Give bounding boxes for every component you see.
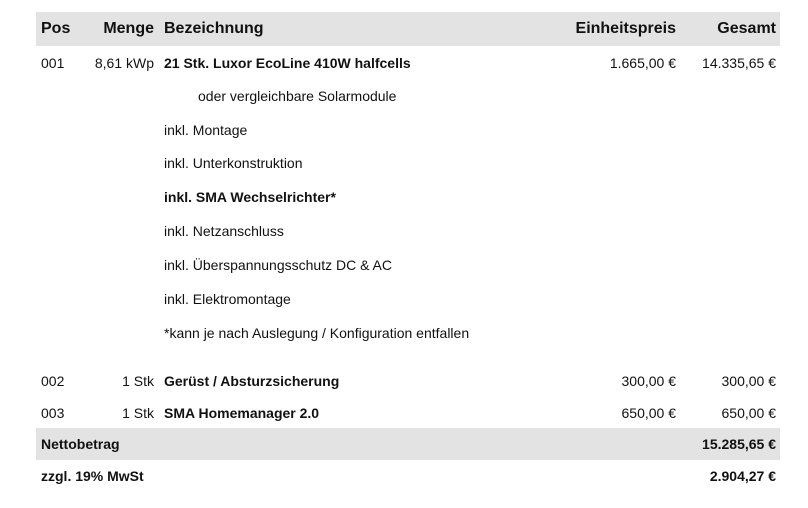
item-detail-text: inkl. Netzanschluss [164, 223, 284, 239]
item-detail-text: inkl. Überspannungsschutz DC & AC [164, 257, 392, 273]
item-menge: 8,61 kWp [94, 55, 154, 71]
item-detail-line [36, 214, 780, 248]
header-gesamt: Gesamt [717, 20, 776, 37]
header-einheitspreis: Einheitspreis [575, 20, 676, 37]
item-title: 21 Stk. Luxor EcoLine 410W halfcells [164, 55, 411, 71]
item-gesamt: 300,00 € [721, 373, 776, 389]
table-row [36, 396, 780, 428]
netto-label: Nettobetrag [41, 436, 120, 452]
item-detail-line [36, 316, 780, 364]
item-pos: 003 [41, 405, 65, 421]
item-detail-line [36, 248, 780, 282]
table-header [36, 12, 780, 46]
header-pos: Pos [41, 20, 71, 37]
item-gesamt: 650,00 € [721, 405, 776, 421]
item-menge: 1 Stk [122, 373, 154, 389]
item-einheitspreis: 650,00 € [621, 405, 676, 421]
item-gesamt: 14.335,65 € [702, 55, 776, 71]
item-pos: 001 [41, 55, 65, 71]
table-row [36, 46, 780, 79]
item-detail-text: inkl. Montage [164, 122, 248, 138]
item-detail-text: inkl. Elektromontage [164, 291, 291, 307]
item-detail-text: oder vergleichbare Solarmodule [198, 88, 397, 104]
invoice-table [36, 12, 780, 492]
item-title: SMA Homemanager 2.0 [164, 405, 320, 421]
item-detail-line [36, 113, 780, 146]
item-pos: 002 [41, 373, 65, 389]
header-menge: Menge [103, 20, 154, 37]
mwst-value: 2.904,27 € [709, 468, 776, 484]
mwst-row [36, 460, 780, 492]
table-row [36, 364, 780, 396]
item-einheitspreis: 300,00 € [621, 373, 676, 389]
header-bezeichnung: Bezeichnung [164, 20, 264, 37]
item-detail-text: inkl. Unterkonstruktion [164, 155, 303, 171]
item-detail-line [36, 180, 780, 214]
item-detail-text: *kann je nach Auslegung / Konfiguration entfallen [164, 325, 470, 341]
mwst-label: zzgl. 19% MwSt [41, 468, 144, 484]
item-menge: 1 Stk [122, 405, 154, 421]
item-detail-text: inkl. SMA Wechselrichter* [164, 189, 336, 205]
item-detail-line [36, 146, 780, 180]
item-detail-line [36, 79, 780, 113]
netto-row [36, 428, 780, 460]
item-einheitspreis: 1.665,00 € [609, 55, 676, 71]
netto-value: 15.285,65 € [702, 436, 776, 452]
item-title: Gerüst / Absturzsicherung [164, 373, 340, 389]
item-detail-line [36, 282, 780, 316]
